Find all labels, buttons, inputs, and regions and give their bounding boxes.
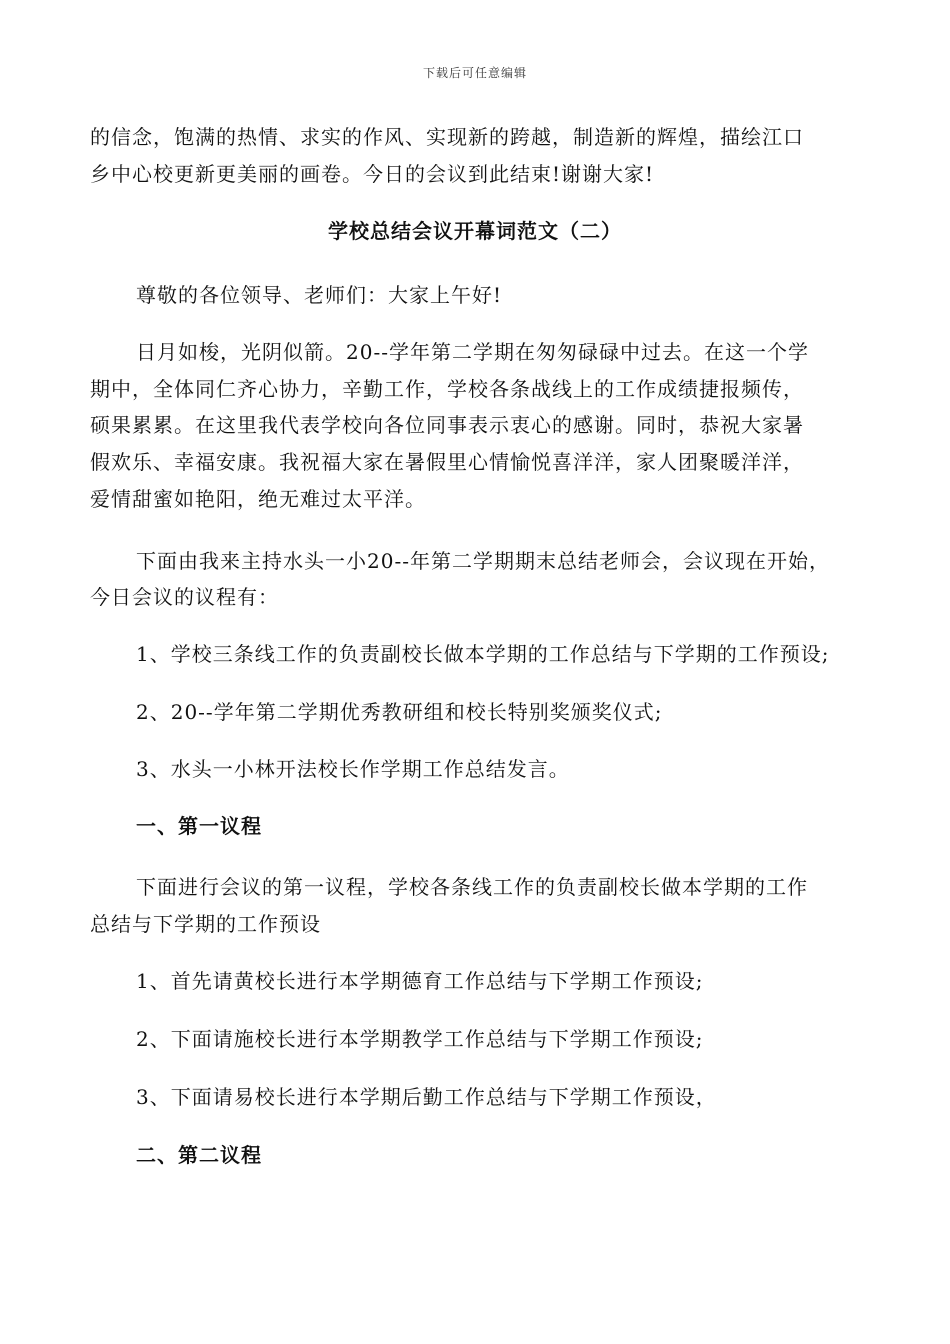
para1-line-3: 硕果累累。在这里我代表学校向各位同事表示衷心的感谢。同时，恭祝大家暑 xyxy=(90,413,804,437)
para1-line-2: 期中，全体同仁齐心协力，辛勤工作，学校各条战线上的工作成绩捷报频传， xyxy=(90,377,804,401)
intro-line-1: 的信念，饱满的热情、求实的作风、实现新的跨越，制造新的辉煌，描绘江口 xyxy=(90,125,804,149)
agenda-item-2: 2、20--学年第二学期优秀教研组和校长特别奖颁奖仪式; xyxy=(136,700,663,724)
para2-line-2: 今日会议的议程有： xyxy=(90,585,279,609)
para2-line-1: 下面由我来主持水头一小20--年第二学期期末总结老师会，会议现在开始， xyxy=(136,549,830,573)
para1-line-1: 日月如梭，光阴似箭。20--学年第二学期在匆匆碌碌中过去。在这一个学 xyxy=(136,340,809,364)
agenda-item-3: 3、水头一小林开法校长作学期工作总结发言。 xyxy=(136,757,570,781)
page-header: 下载后可任意编辑 xyxy=(422,66,527,80)
section1-item-2: 2、下面请施校长进行本学期教学工作总结与下学期工作预设; xyxy=(136,1027,704,1051)
agenda-item-1: 1、学校三条线工作的负责副校长做本学期的工作总结与下学期的工作预设; xyxy=(136,642,830,666)
section1-item-3: 3、下面请易校长进行本学期后勤工作总结与下学期工作预设， xyxy=(136,1085,717,1109)
greeting: 尊敬的各位领导、老师们：大家上午好! xyxy=(136,283,503,307)
section1-intro-line-2: 总结与下学期的工作预设 xyxy=(90,912,321,936)
intro-line-2: 乡中心校更新更美丽的画卷。今日的会议到此结束!谢谢大家! xyxy=(90,162,655,186)
para1-line-5: 爱情甜蜜如艳阳，绝无难过太平洋。 xyxy=(90,487,426,511)
section1-item-1: 1、首先请黄校长进行本学期德育工作总结与下学期工作预设; xyxy=(136,969,704,993)
para1-line-4: 假欢乐、幸福安康。我祝福大家在暑假里心情愉悦喜洋洋，家人团聚暖洋洋， xyxy=(90,450,804,474)
section1-intro-line-1: 下面进行会议的第一议程，学校各条线工作的负责副校长做本学期的工作 xyxy=(136,875,808,899)
section2-heading: 二、第二议程 xyxy=(136,1143,262,1167)
document-title: 学校总结会议开幕词范文（二） xyxy=(328,219,622,243)
section1-heading: 一、第一议程 xyxy=(136,814,262,838)
